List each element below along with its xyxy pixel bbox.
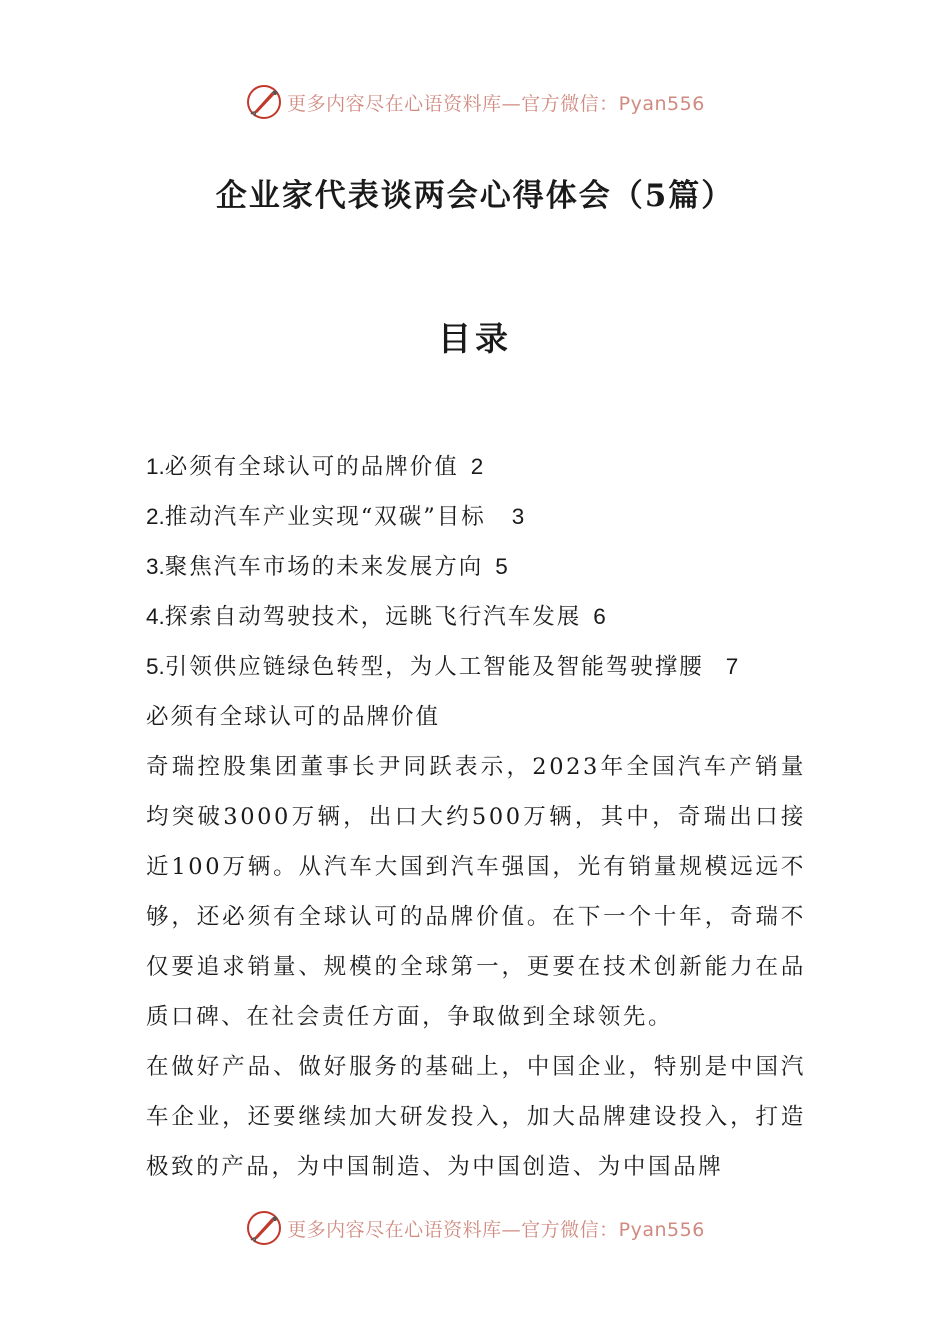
quill-pen-logo-icon: [245, 1209, 283, 1247]
body-paragraph: 在做好产品、做好服务的基础上，中国企业，特别是中国汽车企业，还要继续加大研发投入，加大品牌建设投入，打造极致的产品，为中国制造、为中国创造、为中国品牌: [146, 1054, 806, 1180]
header-watermark-banner: [0, 80, 950, 124]
toc-item[interactable]: [146, 542, 806, 592]
toc-item-label: 必须有全球认可的品牌价值: [164, 454, 459, 480]
toc-item-page: 3: [511, 504, 525, 529]
toc-item-number: 5.: [146, 654, 165, 679]
toc-item-label: 引领供应链绿色转型，为人工智能及智能驾驶撑腰: [164, 654, 704, 680]
toc-item[interactable]: [146, 442, 806, 492]
toc-item[interactable]: [146, 642, 806, 692]
quill-pen-logo-icon: [245, 83, 283, 121]
body-paragraph: 奇瑞控股集团董事长尹同跃表示，2023年全国汽车产销量均突破3000万辆，出口大约500万辆，其中，奇瑞出口接近100万辆。从汽车大国到汽车强国，光有销量规模远远不够，还必须有全球认可的品牌价值。在下一个十年，奇瑞不仅要追求销量、规模的全球第一，更要在技术创新能力在品质口碑、在社会责任方面，争取做到全球领先。: [146, 754, 806, 1030]
section-heading: 必须有全球认可的品牌价值: [146, 704, 441, 730]
document-title: 企业家代表谈两会心得体会（5篇）: [215, 178, 735, 214]
table-of-contents: [146, 442, 806, 692]
toc-item[interactable]: [146, 492, 806, 542]
toc-item[interactable]: [146, 592, 806, 642]
toc-item-number: 1.: [146, 454, 165, 479]
toc-item-page: 5: [495, 554, 508, 579]
toc-item-number: 4.: [146, 604, 165, 629]
document-body: [146, 442, 806, 1192]
toc-item-number: 3.: [146, 554, 165, 579]
toc-item-label: 探索自动驾驶技术，远眺飞行汽车发展: [164, 604, 582, 630]
toc-item-number: 2.: [146, 504, 165, 529]
toc-item-page: 2: [470, 454, 484, 479]
toc-item-page: 6: [593, 604, 606, 629]
wechat-id: Pyan556: [618, 92, 705, 115]
toc-item-label: 推动汽车产业实现“双碳”目标: [164, 504, 486, 530]
watermark-text: 更多内容尽在心语资料库—官方微信：Pyan556: [287, 92, 705, 115]
toc-heading: 目录: [438, 319, 512, 358]
watermark-text: 更多内容尽在心语资料库—官方微信：Pyan556: [287, 1218, 705, 1241]
toc-item-page: 7: [725, 654, 739, 679]
wechat-id: Pyan556: [618, 1218, 705, 1241]
footer-watermark-banner: [0, 1206, 950, 1250]
toc-item-label: 聚焦汽车市场的未来发展方向: [164, 554, 484, 580]
